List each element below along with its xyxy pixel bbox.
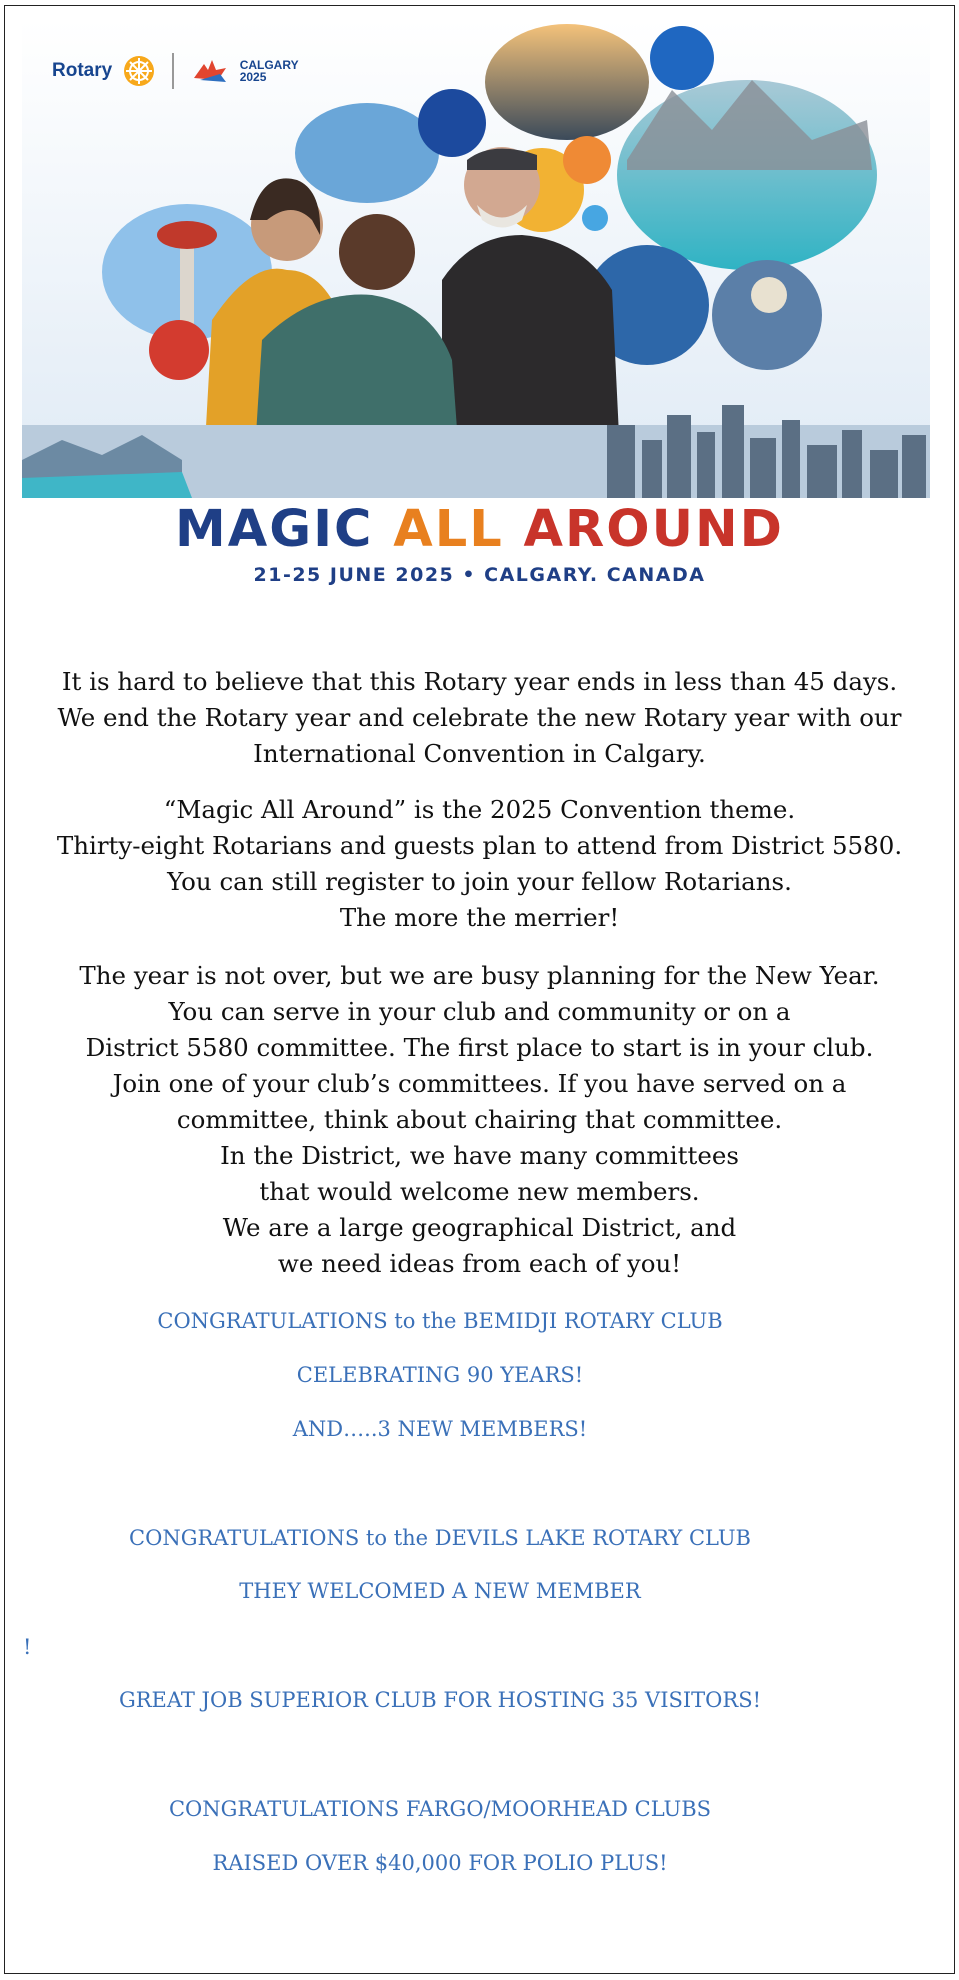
rotary-wordmark: Rotary: [52, 60, 113, 81]
devils-lake-new-member: THEY WELCOMED A NEW MEMBER: [239, 1579, 641, 1603]
year-word: 2025: [239, 70, 267, 84]
red-dot: [149, 320, 209, 380]
text-line: In the District, we have many committees: [220, 1141, 739, 1170]
calgary-word: CALGARY: [239, 58, 299, 72]
sunset-skyline-bubble: [485, 24, 649, 140]
convention-hero-image: [22, 20, 930, 498]
bemidji-new-members: AND…..3 NEW MEMBERS!: [292, 1417, 588, 1441]
headline-all: ALL: [393, 500, 504, 559]
text-line: we need ideas from each of you!: [277, 1249, 682, 1278]
navy-dot: [418, 89, 486, 157]
polio-plus-raised: RAISED OVER $40,000 FOR POLIO PLUS!: [212, 1851, 668, 1875]
text-line: “Magic All Around” is the 2025 Convention theme.: [163, 795, 796, 824]
text-line: that would welcome new members.: [259, 1177, 700, 1206]
text-line: committee, think about chairing that committee.: [176, 1105, 783, 1134]
text-line: We are a large geographical District, and: [222, 1213, 737, 1242]
headline-magic: MAGIC: [174, 500, 374, 559]
text-line: International Convention in Calgary.: [253, 739, 706, 768]
rotary-calgary-logo: [52, 53, 299, 89]
text-line: It is hard to believe that this Rotary year ends in less than 45 days.: [61, 667, 898, 696]
text-line: Join one of your club’s committees. If you have served on a: [112, 1069, 847, 1098]
logo-divider: [172, 53, 174, 89]
theme-paragraph: [0, 792, 959, 936]
fargo-moorhead-congrats: CONGRATULATIONS FARGO/MOORHEAD CLUBS: [168, 1797, 712, 1821]
text-line: You can still register to join your fellow Rotarians.: [167, 867, 792, 896]
bridge-bubble: [295, 103, 439, 203]
bemidji-90-years: CELEBRATING 90 YEARS!: [296, 1363, 584, 1387]
stray-exclamation: !: [23, 1635, 32, 1659]
text-line: The more the merrier!: [339, 903, 620, 932]
rotary-wheel-icon: [122, 54, 156, 88]
intro-paragraph: [0, 664, 959, 772]
blue-dot: [650, 26, 714, 90]
calgary-2025-label: [240, 59, 299, 83]
orange-dot: [563, 136, 611, 184]
text-line: Thirty-eight Rotarians and guests plan to attend from District 5580.: [56, 831, 903, 860]
planning-paragraph: [0, 958, 959, 1282]
headline-around: AROUND: [523, 500, 785, 559]
text-line: The year is not over, but we are busy planning for the New Year.: [79, 961, 880, 990]
superior-visitors: GREAT JOB SUPERIOR CLUB FOR HOSTING 35 VISITORS!: [118, 1688, 762, 1712]
convention-dates: 21-25 JUNE 2025 • CALGARY. CANADA: [253, 564, 706, 586]
convention-headline: [0, 500, 959, 559]
text-line: You can serve in your club and community or on a: [168, 997, 791, 1026]
small-blue-dot: [582, 205, 608, 231]
text-line: District 5580 committee. The first place to start is in your club.: [85, 1033, 874, 1062]
cowboy-bubble: [712, 260, 822, 370]
text-line: We end the Rotary year and celebrate the new Rotary year with our: [57, 703, 902, 732]
bemidji-congrats: CONGRATULATIONS to the BEMIDJI ROTARY CLUB: [157, 1309, 723, 1333]
devils-lake-congrats: CONGRATULATIONS to the DEVILS LAKE ROTARY CLUB: [129, 1526, 751, 1550]
maple-leaf-icon: [190, 56, 230, 86]
